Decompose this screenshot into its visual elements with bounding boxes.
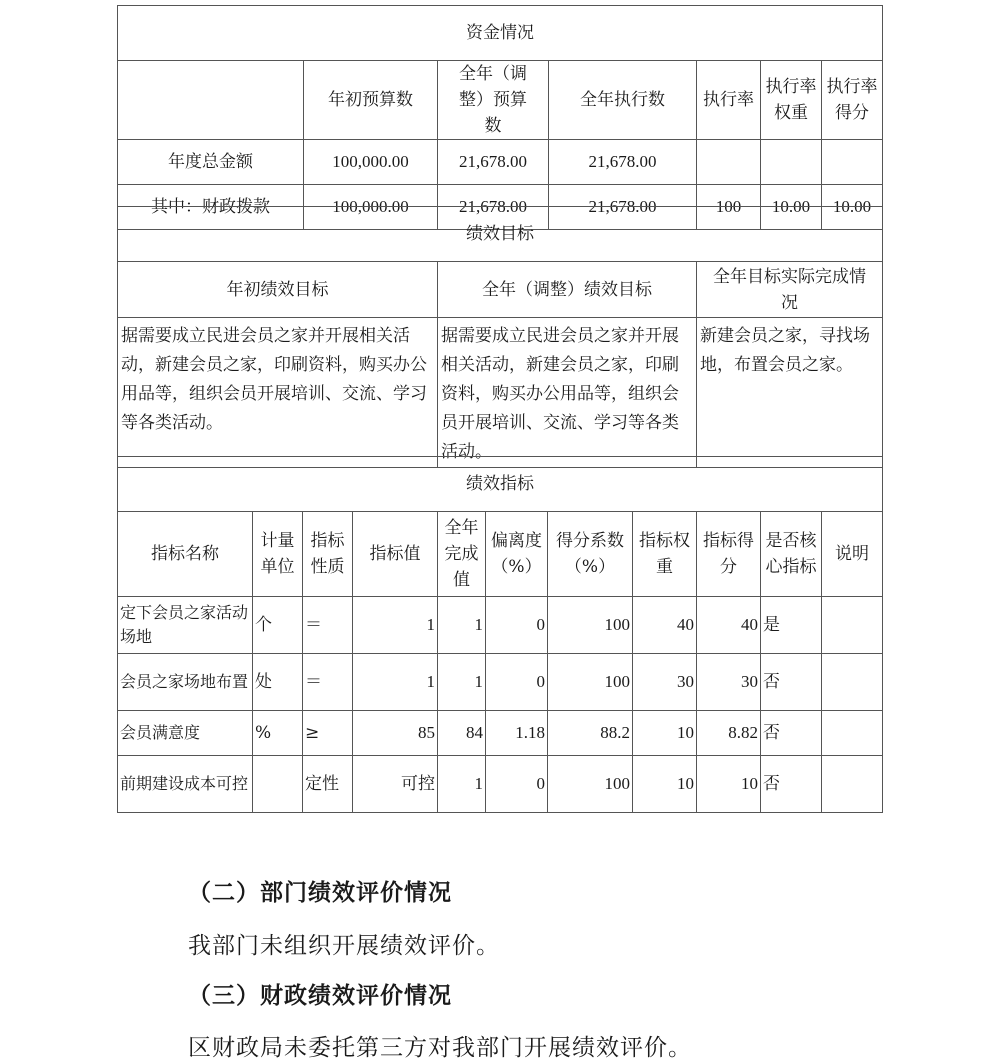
ind-col-nature: 指标性质 bbox=[303, 512, 353, 597]
funds-col-rate: 执行率 bbox=[697, 61, 761, 140]
ind-col-core: 是否核心指标 bbox=[761, 512, 822, 597]
ind-core: 是 bbox=[761, 597, 822, 654]
ind-col-unit: 计量单位 bbox=[253, 512, 303, 597]
goals-initial-text: 据需要成立民进会员之家并开展相关活动，新建会员之家，印刷资料，购买办公用品等，组织会员开展培训、交流、学习等各类活动。 bbox=[118, 318, 438, 468]
funds-weight: 10.00 bbox=[761, 185, 822, 230]
ind-completed: 1 bbox=[438, 654, 486, 711]
funds-adjusted-budget: 21,678.00 bbox=[438, 185, 549, 230]
funds-section-title: 资金情况 bbox=[118, 6, 883, 61]
ind-weight: 30 bbox=[633, 654, 697, 711]
table-row bbox=[118, 597, 883, 654]
funds-col-weight: 执行率权重 bbox=[761, 61, 822, 140]
ind-score: 8.82 bbox=[697, 711, 761, 756]
indicators-table bbox=[117, 456, 883, 813]
funds-initial-budget: 100,000.00 bbox=[304, 140, 438, 185]
ind-note bbox=[822, 756, 883, 813]
ind-core: 否 bbox=[761, 756, 822, 813]
ind-col-deviation: 偏离度（%） bbox=[486, 512, 548, 597]
ind-col-score: 指标得分 bbox=[697, 512, 761, 597]
ind-unit: 个 bbox=[253, 597, 303, 654]
ind-col-coef: 得分系数（%） bbox=[548, 512, 633, 597]
indicators-section-title: 绩效指标 bbox=[118, 457, 883, 512]
funds-executed: 21,678.00 bbox=[549, 140, 697, 185]
goals-col-initial: 年初绩效目标 bbox=[118, 262, 438, 318]
ind-coef: 88.2 bbox=[548, 711, 633, 756]
ind-unit: 处 bbox=[253, 654, 303, 711]
goals-adjusted-text: 据需要成立民进会员之家并开展相关活动，新建会员之家，印刷资料，购买办公用品等，组织会员开展培训、交流、学习等各类活动。 bbox=[438, 318, 697, 468]
goals-table bbox=[117, 206, 883, 468]
funds-score: 10.00 bbox=[822, 185, 883, 230]
ind-coef: 100 bbox=[548, 597, 633, 654]
ind-col-weight: 指标权重 bbox=[633, 512, 697, 597]
ind-col-target: 指标值 bbox=[353, 512, 438, 597]
funds-weight bbox=[761, 140, 822, 185]
ind-nature: ＝ bbox=[303, 654, 353, 711]
funds-col-score: 执行率得分 bbox=[822, 61, 883, 140]
ind-core: 否 bbox=[761, 711, 822, 756]
ind-note bbox=[822, 711, 883, 756]
ind-target: 1 bbox=[353, 597, 438, 654]
funds-executed: 21,678.00 bbox=[549, 185, 697, 230]
funds-row-label: 年度总金额 bbox=[118, 140, 304, 185]
table-row bbox=[118, 756, 883, 813]
ind-target: 可控 bbox=[353, 756, 438, 813]
ind-coef: 100 bbox=[548, 654, 633, 711]
ind-note bbox=[822, 654, 883, 711]
ind-unit: % bbox=[253, 711, 303, 756]
ind-deviation: 0 bbox=[486, 654, 548, 711]
table-row bbox=[118, 654, 883, 711]
funds-rate: 100 bbox=[697, 185, 761, 230]
ind-deviation: 1.18 bbox=[486, 711, 548, 756]
goals-col-adjusted: 全年（调整）绩效目标 bbox=[438, 262, 697, 318]
goals-actual-text: 新建会员之家，寻找场地，布置会员之家。 bbox=[697, 318, 883, 468]
funds-row bbox=[118, 140, 883, 185]
ind-weight: 10 bbox=[633, 711, 697, 756]
ind-coef: 100 bbox=[548, 756, 633, 813]
ind-unit bbox=[253, 756, 303, 813]
fin-evaluation-text: 区财政局未委托第三方对我部门开展绩效评价。 bbox=[188, 1035, 692, 1061]
ind-deviation: 0 bbox=[486, 756, 548, 813]
goals-col-actual: 全年目标实际完成情况 bbox=[697, 262, 883, 318]
ind-nature: ＝ bbox=[303, 597, 353, 654]
fin-evaluation-heading: （三）财政绩效评价情况 bbox=[188, 982, 452, 1009]
goals-section-title: 绩效目标 bbox=[118, 207, 883, 262]
ind-weight: 40 bbox=[633, 597, 697, 654]
ind-target: 85 bbox=[353, 711, 438, 756]
ind-col-name: 指标名称 bbox=[118, 512, 253, 597]
ind-completed: 1 bbox=[438, 597, 486, 654]
funds-col-executed: 全年执行数 bbox=[549, 61, 697, 140]
funds-rate bbox=[697, 140, 761, 185]
ind-score: 40 bbox=[697, 597, 761, 654]
ind-weight: 10 bbox=[633, 756, 697, 813]
funds-adjusted-budget: 21,678.00 bbox=[438, 140, 549, 185]
ind-nature: ≥ bbox=[303, 711, 353, 756]
ind-target: 1 bbox=[353, 654, 438, 711]
funds-col-initial: 年初预算数 bbox=[304, 61, 438, 140]
ind-completed: 84 bbox=[438, 711, 486, 756]
ind-col-completed: 全年完成值 bbox=[438, 512, 486, 597]
ind-name: 会员满意度 bbox=[118, 711, 253, 756]
ind-name: 会员之家场地布置 bbox=[118, 654, 253, 711]
funds-col-blank bbox=[118, 61, 304, 140]
ind-core: 否 bbox=[761, 654, 822, 711]
funds-col-adjusted: 全年（调整）预算数 bbox=[438, 61, 549, 140]
ind-nature: 定性 bbox=[303, 756, 353, 813]
funds-row-label: 其中：财政拨款 bbox=[118, 185, 304, 230]
funds-initial-budget: 100,000.00 bbox=[304, 185, 438, 230]
ind-name: 前期建设成本可控 bbox=[118, 756, 253, 813]
dept-evaluation-text: 我部门未组织开展绩效评价。 bbox=[188, 933, 500, 959]
table-row bbox=[118, 711, 883, 756]
ind-deviation: 0 bbox=[486, 597, 548, 654]
ind-col-note: 说明 bbox=[822, 512, 883, 597]
ind-note bbox=[822, 597, 883, 654]
ind-score: 10 bbox=[697, 756, 761, 813]
ind-completed: 1 bbox=[438, 756, 486, 813]
ind-name: 定下会员之家活动场地 bbox=[118, 597, 253, 654]
funds-score bbox=[822, 140, 883, 185]
dept-evaluation-heading: （二）部门绩效评价情况 bbox=[188, 879, 452, 906]
ind-score: 30 bbox=[697, 654, 761, 711]
funds-table bbox=[117, 5, 883, 230]
